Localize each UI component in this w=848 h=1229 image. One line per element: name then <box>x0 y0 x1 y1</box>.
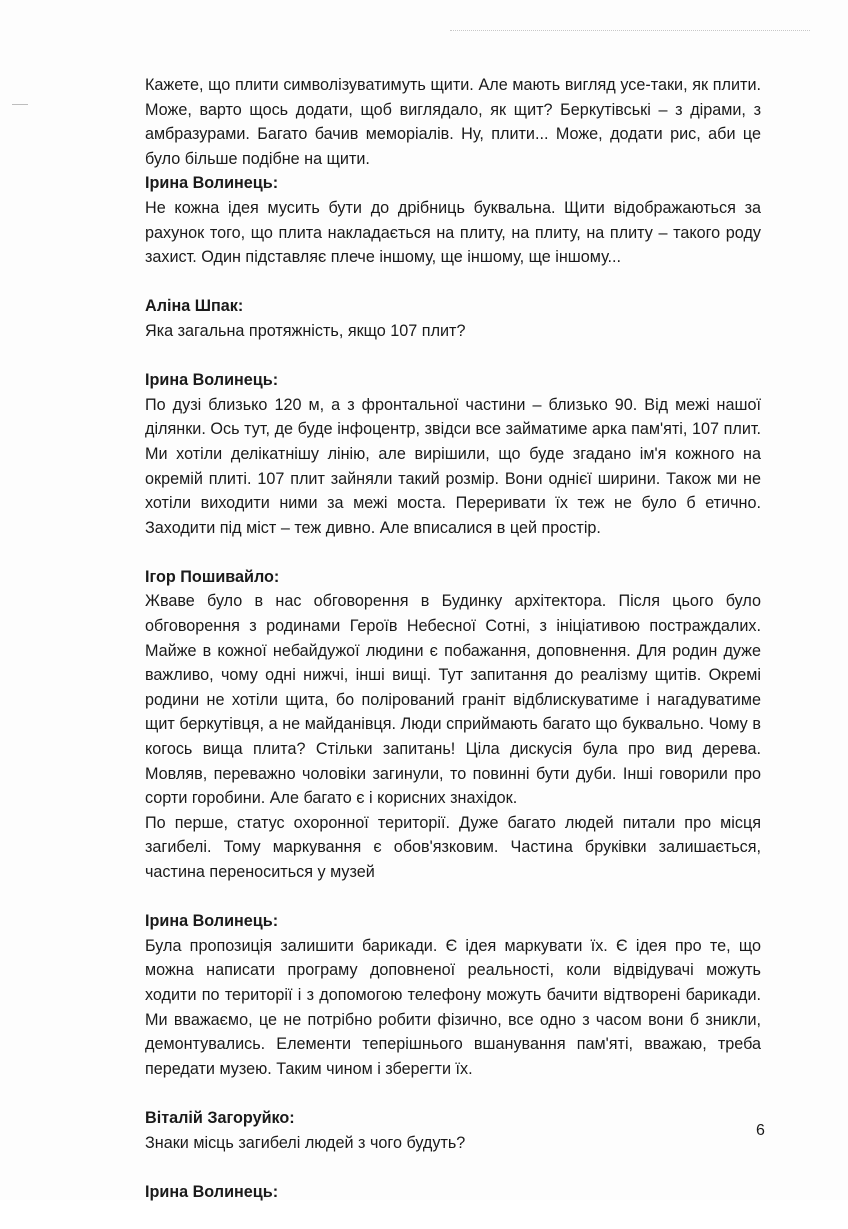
speaker-name: Ірина Волинець: <box>145 912 279 931</box>
speech-paragraph: По дузі близько 120 м, а з фронтальної частини – близько 90. Від межі нашої ділянки. Ось тут, де буде інфоцентр, звідси все займатиме арка пам'яті, 107 плит. Ми хотіли делікатнішу лінію, але вирішили, що буде згадано ім'я кожного на окремій плиті. 107 плит зайняли такий розмір. Вони однієї ширини. Також ми не хотіли виходити ними за межі моста. Переривати їх теж не було б етично. Заходити під міст – теж дивно. Але вписалися в цей простір. <box>145 395 761 537</box>
speaker-name: Ірина Волинець: <box>145 174 279 193</box>
intro-paragraph: Кажете, що плити символізуватимуть щити. Але мають вигляд усе-таки, як плити. Може, варто щось додати, щоб виглядало, як щит? Беркутівські – з дірами, з амбразурами. Багато бачив меморіалів. Ну, плити... Може, додати рис, аби це було більше подібне на щити. <box>145 76 761 168</box>
speaker-block <box>145 171 761 269</box>
speech-paragraph: Не кожна ідея мусить бути до дрібниць буквальна. Щити відображаються за рахунок того, що плита накладається на плиту, на плиту, на плиту – такого роду захист. Один підставляє плече іншому, ще іншому, ще іншому... <box>145 198 761 267</box>
speaker-blocks <box>145 171 761 1204</box>
speaker-block <box>145 909 761 1081</box>
speaker-block <box>145 565 761 885</box>
speaker-block <box>145 368 761 540</box>
speech-paragraph: Яка загальна протяжність, якщо 107 плит? <box>145 321 466 340</box>
speech-paragraph: Була пропозиція залишити барикади. Є ідея маркувати їх. Є ідея про те, що можна написати програму доповненої реальності, коли відвідувачі можуть ходити по території і з допомогою телефону можуть бачити відтворені барикади. Ми вважаємо, це не потрібно робити фізично, все одно з часом вони б зникли, демонтувались. Елементи теперішнього вшанування пам'яті, вважаю, треба передати музею. Таким чином і зберегти їх. <box>145 936 761 1078</box>
speech-paragraph: Знаки місць загибелі людей з чого будуть? <box>145 1133 466 1152</box>
speaker-name: Віталій Загоруйко: <box>145 1108 295 1127</box>
speaker-block <box>145 1180 761 1205</box>
transcript-body <box>145 73 761 1229</box>
scan-artifact-mark <box>12 104 28 105</box>
speech-paragraph: По перше, статус охоронної території. Дуже багато людей питали про місця загибелі. Тому маркування є обов'язковим. Частина бруківки залишається, частина переноситься у музей <box>145 813 761 881</box>
speaker-name: Ірина Волинець: <box>145 1182 279 1201</box>
speaker-name: Аліна Шпак: <box>145 297 244 316</box>
speaker-name: Ігор Пошивайло: <box>145 567 280 586</box>
speaker-block <box>145 294 761 343</box>
scan-artifact-line <box>450 30 810 31</box>
speaker-block <box>145 1106 761 1155</box>
page-number: 6 <box>756 1122 765 1139</box>
speech-paragraph: Жваве було в нас обговорення в Будинку архітектора. Після цього було обговорення з родинами Героїв Небесної Сотні, з ініціативою постраждалих. Майже в кожної небайдужої людини є побажання, доповнення. Для родин дуже важливо, чому одні нижчі, інші вищі. Тут запитання до реалізму щитів. Окремі родини не хотіли щита, бо полірований граніт відблискуватиме і нагадуватиме щит беркутівця, а не майданівця. Люди сприймають багато що буквально. Чому в когось вища плита? Стільки запитань! Ціла дискусія була про вид дерева. Мовляв, переважно чоловіки загинули, то повинні бути дуби. Інші говорили про сорти горобини. Але багато є і корисних знахідок. <box>145 592 761 808</box>
speaker-name: Ірина Волинець: <box>145 371 279 390</box>
